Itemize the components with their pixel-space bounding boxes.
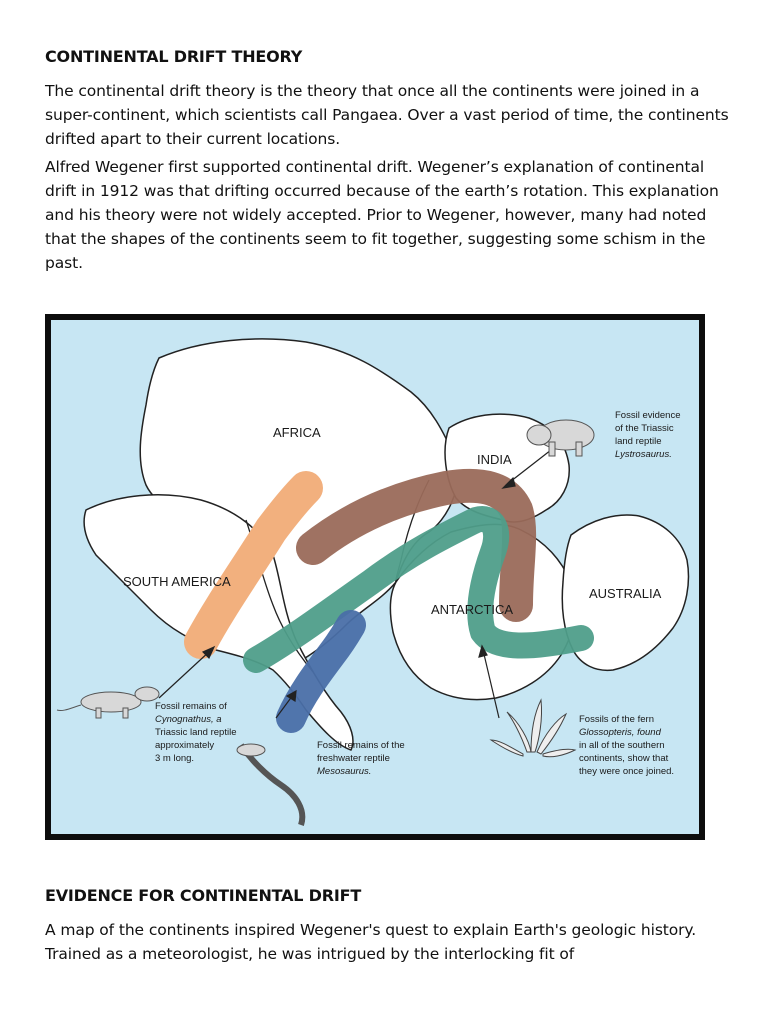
label-south-america: SOUTH AMERICA [123, 574, 231, 589]
svg-text:Mesosaurus.: Mesosaurus. [317, 766, 372, 777]
svg-text:Glossopteris, found: Glossopteris, found [579, 727, 661, 738]
svg-text:approximately: approximately [155, 740, 215, 751]
svg-text:3 m long.: 3 m long. [155, 753, 195, 764]
svg-text:land reptile: land reptile [615, 436, 662, 447]
label-india: INDIA [477, 452, 512, 467]
section-heading-evidence: EVIDENCE FOR CONTINENTAL DRIFT [45, 886, 362, 905]
svg-text:Fossil evidence: Fossil evidence [615, 410, 681, 421]
svg-text:of the Triassic: of the Triassic [615, 423, 674, 434]
svg-text:in all of the southern: in all of the southern [579, 740, 665, 751]
svg-text:Fossil remains of: Fossil remains of [155, 701, 227, 712]
evidence-paragraph-1: A map of the continents inspired Wegener's quest to explain Earth's geologic history. Trained as a meteorologist, he was intrigued by the interlocking fit of [45, 921, 697, 963]
svg-text:continents, show that: continents, show that [579, 753, 669, 764]
svg-text:Triassic land reptile: Triassic land reptile [155, 727, 237, 738]
svg-text:Fossil remains of the: Fossil remains of the [317, 740, 405, 751]
label-antarctica: ANTARCTICA [431, 602, 514, 617]
label-australia: AUSTRALIA [589, 586, 662, 601]
section-heading-theory: CONTINENTAL DRIFT THEORY [45, 47, 303, 66]
theory-paragraph-1: The continental drift theory is the theory that once all the continents were joined in a super-continent, which scientists call Pangaea. Over a vast period of time, the continents drifted apart to their current locations. [45, 82, 729, 148]
svg-text:Cynognathus, a: Cynognathus, a [155, 714, 222, 725]
svg-text:freshwater reptile: freshwater reptile [317, 753, 390, 764]
svg-text:Fossils of the fern: Fossils of the fern [579, 714, 654, 725]
svg-text:they were once joined.: they were once joined. [579, 766, 675, 777]
label-africa: AFRICA [273, 425, 321, 440]
svg-text:Lystrosaurus.: Lystrosaurus. [615, 449, 672, 460]
pangaea-fossil-map [45, 314, 705, 840]
theory-paragraph-2: Alfred Wegener first supported continental drift. Wegener’s explanation of continental drift in 1912 was that drifting occurred because of the earth’s rotation. This explanation and his theory were not widely accepted. Prior to Wegener, however, many had noted that the shapes of the continents seem to fit together, suggesting some schism in the past. [45, 158, 719, 272]
